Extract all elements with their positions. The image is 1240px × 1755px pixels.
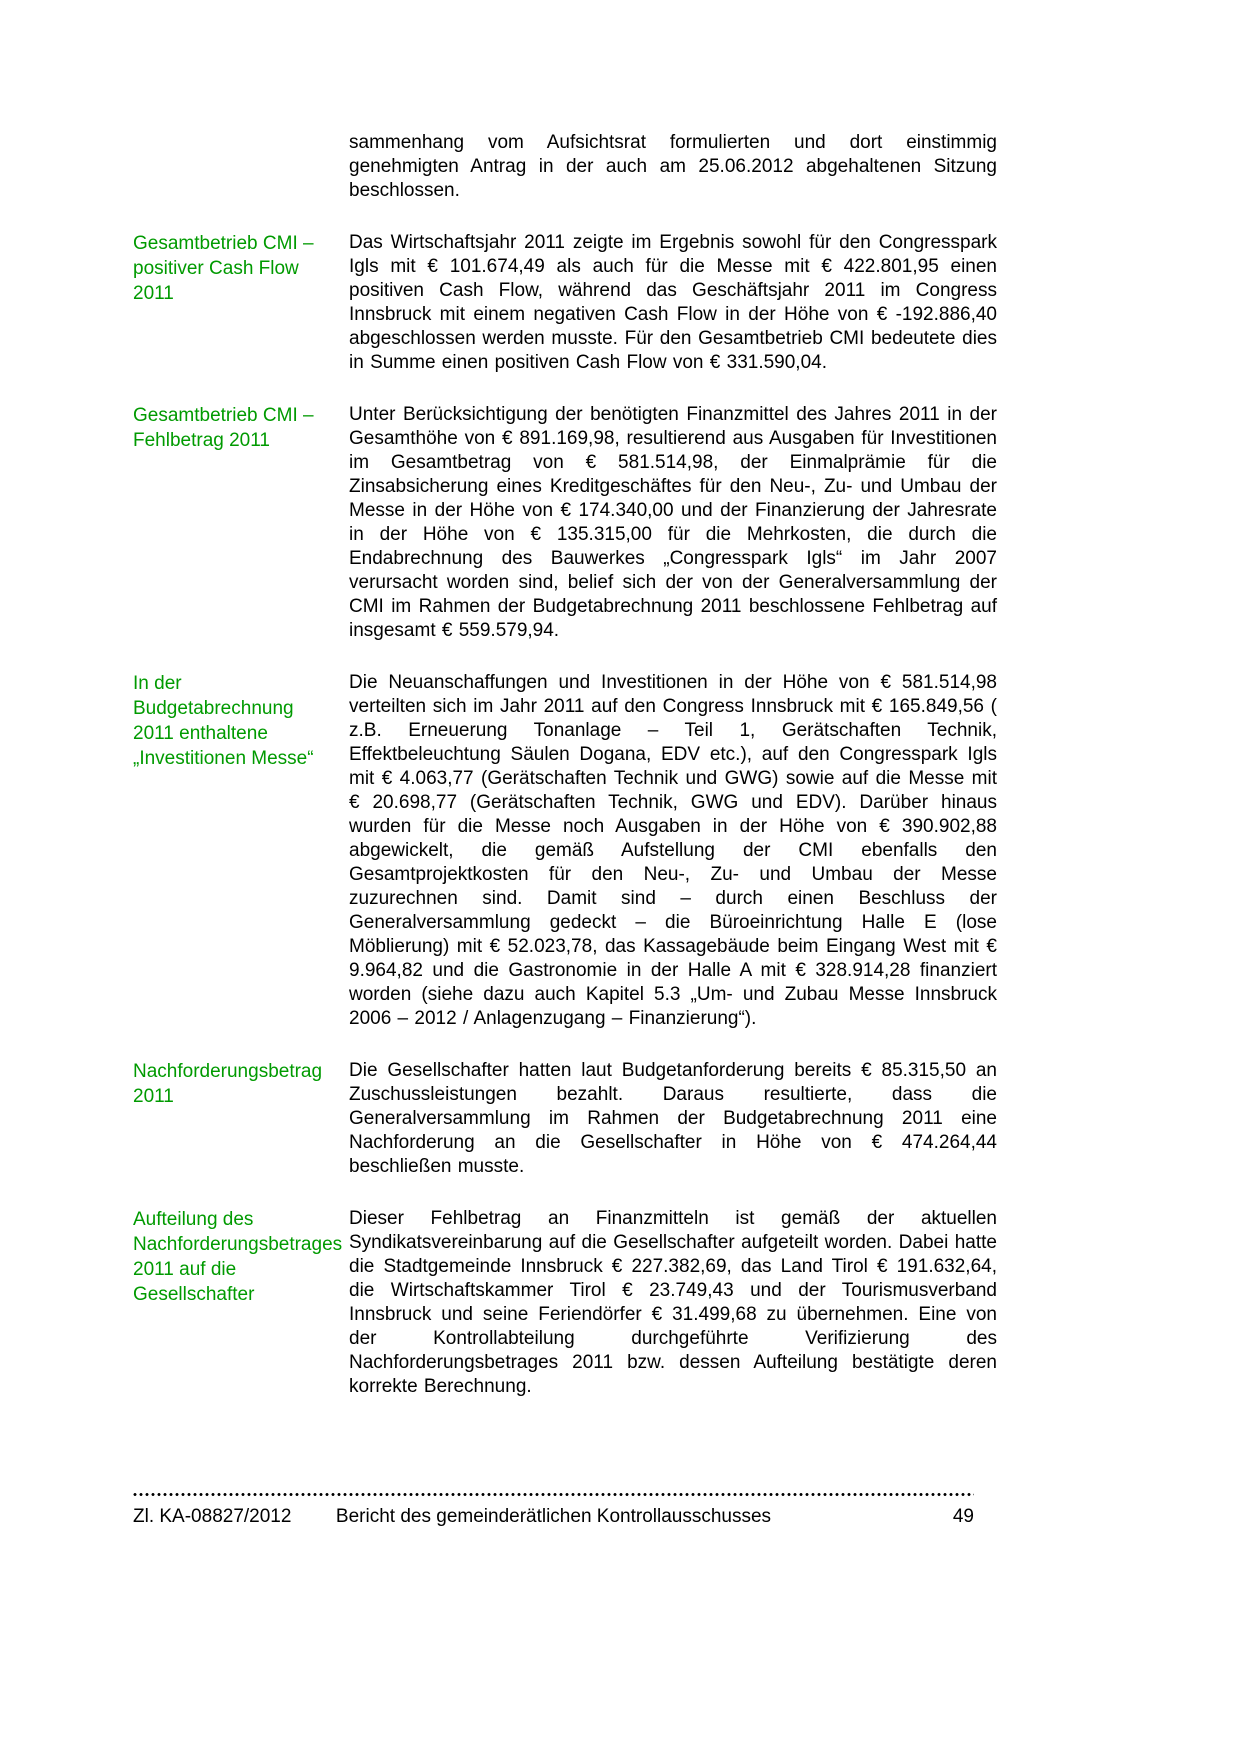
footer-reference-number: Zl. KA-08827/2012 [133,1506,292,1527]
margin-label: Gesamtbetrieb CMI – positiver Cash Flow 2011 [133,233,314,304]
section-nachforderungsbetrag [133,1059,997,1179]
body-column [349,1059,997,1179]
page-footer [133,1492,974,1529]
margin-label: Nachforderungsbetrag 2011 [133,1061,323,1107]
body-column [349,1207,997,1399]
margin-label: Aufteilung des Nachforderungsbetrages 2011 auf die Gesellschafter [133,1209,343,1305]
margin-label-column [133,1059,349,1179]
body-column [349,131,997,203]
section-cash-flow-2011 [133,231,997,375]
intro-section [133,131,997,203]
section-fehlbetrag-2011 [133,403,997,643]
margin-label-column [133,403,349,643]
body-paragraph: Die Gesellschafter hatten laut Budgetanforderung bereits € 85.315,50 an Zuschussleistungen bezahlt. Daraus resultierte, dass die Generalversammlung im Rahmen der Budgetabrechnung 2011 eine Nachforderung an die Gesellschafter in Höhe von € 474.264,44 beschließen musste. [349,1060,997,1177]
section-investitionen-messe [133,671,997,1031]
margin-label: Gesamtbetrieb CMI – Fehlbetrag 2011 [133,405,314,451]
section-aufteilung-nachforderung [133,1207,997,1399]
footer-document-title: Bericht des gemeinderätlichen Kontrollausschusses [335,1506,772,1527]
margin-label: In der Budgetabrechnung 2011 enthaltene „Investitionen Messe“ [133,673,314,769]
margin-label-column [133,1207,349,1399]
body-column [349,671,997,1031]
footer-page-number: 49 [952,1506,974,1527]
body-paragraph: Das Wirtschaftsjahr 2011 zeigte im Ergebnis sowohl für den Congresspark Igls mit € 101.674,49 als auch für die Messe mit € 422.801,95 einen positiven Cash Flow, während das Geschäftsjahr 2011 im Congress Innsbruck mit einem negativen Cash Flow in der Höhe von € -192.886,40 abgeschlossen werden musste. Für den Gesamtbetrieb CMI bedeutete dies in Summe einen positiven Cash Flow von € 331.590,04. [349,232,997,373]
margin-label-column [133,231,349,375]
margin-label-column [133,131,349,203]
intro-paragraph: sammenhang vom Aufsichtsrat formulierten und dort einstimmig genehmigten Antrag in der auch am 25.06.2012 abgehaltenen Sitzung beschlossen. [349,132,997,201]
page-content [133,131,997,1427]
body-column [349,231,997,375]
margin-label-column [133,671,349,1031]
footer-divider [133,1492,974,1497]
body-paragraph: Die Neuanschaffungen und Investitionen in der Höhe von € 581.514,98 verteilten sich im Jahr 2011 auf den Congress Innsbruck mit € 165.849,56 ( z.B. Erneuerung Tonanlage – Teil 1, Gerätschaften Technik, Effektbeleuchtung Säulen Dogana, EDV etc.), auf den Congresspark Igls mit € 4.063,77 (Gerätschaften Technik und GWG) sowie auf die Messe mit € 20.698,77 (Gerätschaften Technik, GWG und EDV). Darüber hinaus wurden für die Messe noch Ausgaben in der Höhe von € 390.902,88 abgewickelt, die gemäß Aufstellung der CMI ebenfalls den Gesamtprojektkosten für den Neu-, Zu- und Umbau der Messe zuzurechnen sind. Damit sind – durch einen Beschluss der Generalversammlung gedeckt – die Büroeinrichtung Halle E (lose Möblierung) mit € 52.023,78, das Kassagebäude beim Eingang West mit € 9.964,82 und die Gastronomie in der Halle A mit € 328.914,28 finanziert worden (siehe dazu auch Kapitel 5.3 „Um- und Zubau Messe Innsbruck 2006 – 2012 / Anlagenzugang – Finanzierung“). [349,672,997,1029]
body-column [349,403,997,643]
footer-row [133,1505,974,1529]
body-paragraph: Unter Berücksichtigung der benötigten Finanzmittel des Jahres 2011 in der Gesamthöhe von € 891.169,98, resultierend aus Ausgaben für Investitionen im Gesamtbetrag von € 581.514,98, der Einmalprämie für die Zinsabsicherung eines Kreditgeschäftes für den Neu-, Zu- und Umbau der Messe in der Höhe von € 174.340,00 und der Finanzierung der Jahresrate in der Höhe von € 135.315,00 für die Mehrkosten, die durch die Endabrechnung des Bauwerkes „Congresspark Igls“ im Jahr 2007 verursacht worden sind, belief sich der von der Generalversammlung der CMI im Rahmen der Budgetabrechnung 2011 beschlossene Fehlbetrag auf insgesamt € 559.579,94. [349,404,997,641]
body-paragraph: Dieser Fehlbetrag an Finanzmitteln ist gemäß der aktuellen Syndikatsvereinbarung auf die Gesellschafter aufgeteilt worden. Dabei hatte die Stadtgemeinde Innsbruck € 227.382,69, das Land Tirol € 191.632,64, die Wirtschaftskammer Tirol € 23.749,43 und der Tourismusverband Innsbruck und seine Feriendörfer € 31.499,68 zu übernehmen. Eine von der Kontrollabteilung durchgeführte Verifizierung des Nachforderungsbetrages 2011 bzw. dessen Aufteilung bestätigte deren korrekte Berechnung. [349,1208,997,1397]
